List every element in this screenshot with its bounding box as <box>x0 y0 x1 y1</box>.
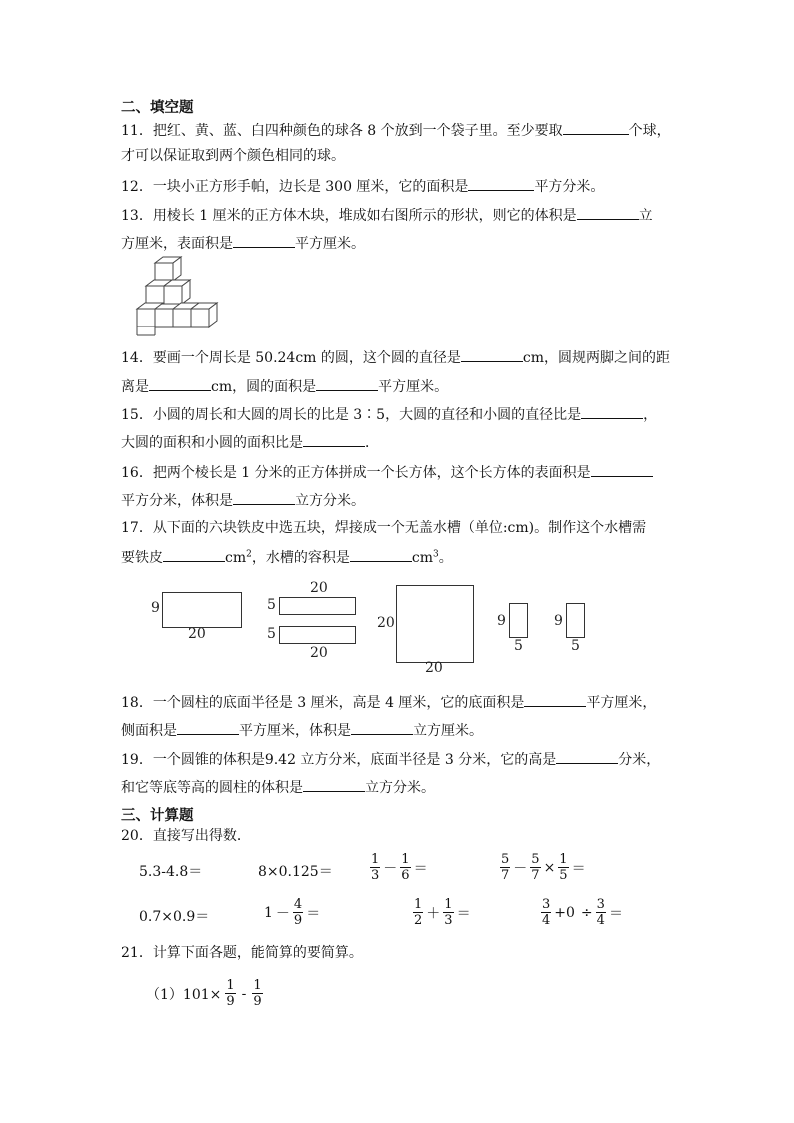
sheet-label: 5 <box>267 597 276 613</box>
sheet-9x20 <box>162 592 242 628</box>
answer-blank[interactable] <box>351 719 413 735</box>
answer-blank[interactable] <box>149 375 211 391</box>
calc-21-part-1: （1）101× $\frac{1}{9}$ - $\frac{1}{9}$ <box>146 978 262 1009</box>
question-21-title: 21．计算下面各题，能简算的要简算。 <box>121 945 363 961</box>
calc-fraction-e6: 1 － $\frac{4}{9}$ ＝ <box>264 897 321 928</box>
sheet-label: 9 <box>497 613 506 629</box>
cube-stack-figure <box>130 255 230 341</box>
question-13-line-2: 方厘米，表面积是 平方厘米。 <box>121 232 365 254</box>
question-16-line-2: 平方分米，体积是 立方分米。 <box>121 489 365 511</box>
answer-blank[interactable] <box>350 546 412 562</box>
answer-blank[interactable] <box>461 346 523 362</box>
sheet-label: 9 <box>151 600 160 616</box>
question-11-line-2: 才可以保证取到两个颜色相同的球。 <box>121 148 345 164</box>
sheet-label: 20 <box>377 615 395 631</box>
answer-blank[interactable] <box>163 546 225 562</box>
section-2-title: 二、填空题 <box>121 100 194 116</box>
question-18-line-1: 18．一个圆柱的底面半径是 3 厘米，高是 4 厘米，它的底面积是 平方厘米， <box>121 691 656 713</box>
answer-blank[interactable] <box>577 204 639 220</box>
sheet-label: 20 <box>310 645 328 661</box>
question-19-line-1: 19．一个圆锥的体积是9.42 立方分米，底面半径是 3 分米，它的高是 分米， <box>121 748 660 770</box>
answer-blank[interactable] <box>303 431 365 447</box>
sheet-9x5-left <box>509 603 528 638</box>
section-3-title: 三、计算题 <box>121 808 194 824</box>
question-20-title: 20．直接写出得数． <box>121 828 251 844</box>
answer-blank[interactable] <box>316 375 378 391</box>
question-18-line-2: 侧面积是 平方厘米，体积是 立方厘米。 <box>121 719 483 741</box>
answer-blank[interactable] <box>233 489 295 505</box>
question-17-line-1: 17．从下面的六块铁皮中选五块，焊接成一个无盖水槽（单位:cm)。制作这个水槽需 <box>121 520 647 536</box>
sheet-9x5-right <box>566 603 585 638</box>
answer-blank[interactable] <box>468 175 534 191</box>
question-14-line-2: 离是 cm，圆的面积是 平方厘米。 <box>121 375 448 397</box>
sheet-20x20 <box>396 585 474 663</box>
question-13-line-1: 13．用棱长 1 厘米的正方体木块，堆成如右图所示的形状，则它的体积是 立 <box>121 204 653 226</box>
sheet-label: 20 <box>188 626 206 642</box>
calc-fraction-e4: $\frac{5}{7}$ － $\frac{5}{7}$ × $\frac{1}{5}$ ＝ <box>501 852 586 883</box>
answer-blank[interactable] <box>556 748 618 764</box>
answer-blank[interactable] <box>303 776 365 792</box>
calc-fraction-e8: $\frac{3}{4}$ +0 ÷ $\frac{3}{4}$ ＝ <box>542 897 623 928</box>
calc-5-3-minus-4-8: 5.3-4.8＝ <box>139 864 203 880</box>
question-11-line-1: 11．把红、黄、蓝、白四种颜色的球各 8 个放到一个袋子里。至少要取 个球， <box>121 119 671 141</box>
calc-8-times-0-125: 8×0.125＝ <box>258 864 333 880</box>
sheet-label: 5 <box>571 638 580 654</box>
answer-blank[interactable] <box>591 461 653 477</box>
answer-blank[interactable] <box>581 403 643 419</box>
sheet-label: 20 <box>310 580 328 596</box>
sheet-label: 9 <box>554 613 563 629</box>
sheet-label: 5 <box>514 638 523 654</box>
question-16-line-1: 16．把两个棱长是 1 分米的正方体拼成一个长方体，这个长方体的表面积是 <box>121 461 653 483</box>
question-14-line-1: 14．要画一个周长是 50.24cm 的圆，这个圆的直径是 cm，圆规两脚之间的距 <box>121 346 670 368</box>
sheet-5x20-top <box>279 597 356 615</box>
question-15-line-1: 15．小圆的周长和大圆的周长的比是 3∶5，大圆的直径和小圆的直径比是 ， <box>121 403 657 425</box>
calc-fraction-e7: $\frac{1}{2}$ ＋ $\frac{1}{3}$ ＝ <box>414 897 471 928</box>
question-12: 12．一块小正方形手帕，边长是 300 厘米，它的面积是 平方分米。 <box>121 175 604 197</box>
calc-fraction-e3: $\frac{1}{3}$ － $\frac{1}{6}$ ＝ <box>371 852 428 883</box>
answer-blank[interactable] <box>524 691 586 707</box>
question-17-line-2: 要铁皮 $cm^2$，水槽的容积是 $cm^3$。 <box>121 546 453 568</box>
question-15-line-2: 大圆的面积和小圆的面积比是 ． <box>121 431 379 453</box>
sheet-label: 5 <box>267 626 276 642</box>
sheet-5x20-bottom <box>279 626 356 644</box>
question-19-line-2: 和它等底等高的圆柱的体积是 立方分米。 <box>121 776 435 798</box>
sheet-label: 20 <box>425 660 443 676</box>
answer-blank[interactable] <box>563 119 629 135</box>
calc-0-7-times-0-9: 0.7×0.9＝ <box>139 909 210 925</box>
answer-blank[interactable] <box>177 719 239 735</box>
answer-blank[interactable] <box>233 232 295 248</box>
